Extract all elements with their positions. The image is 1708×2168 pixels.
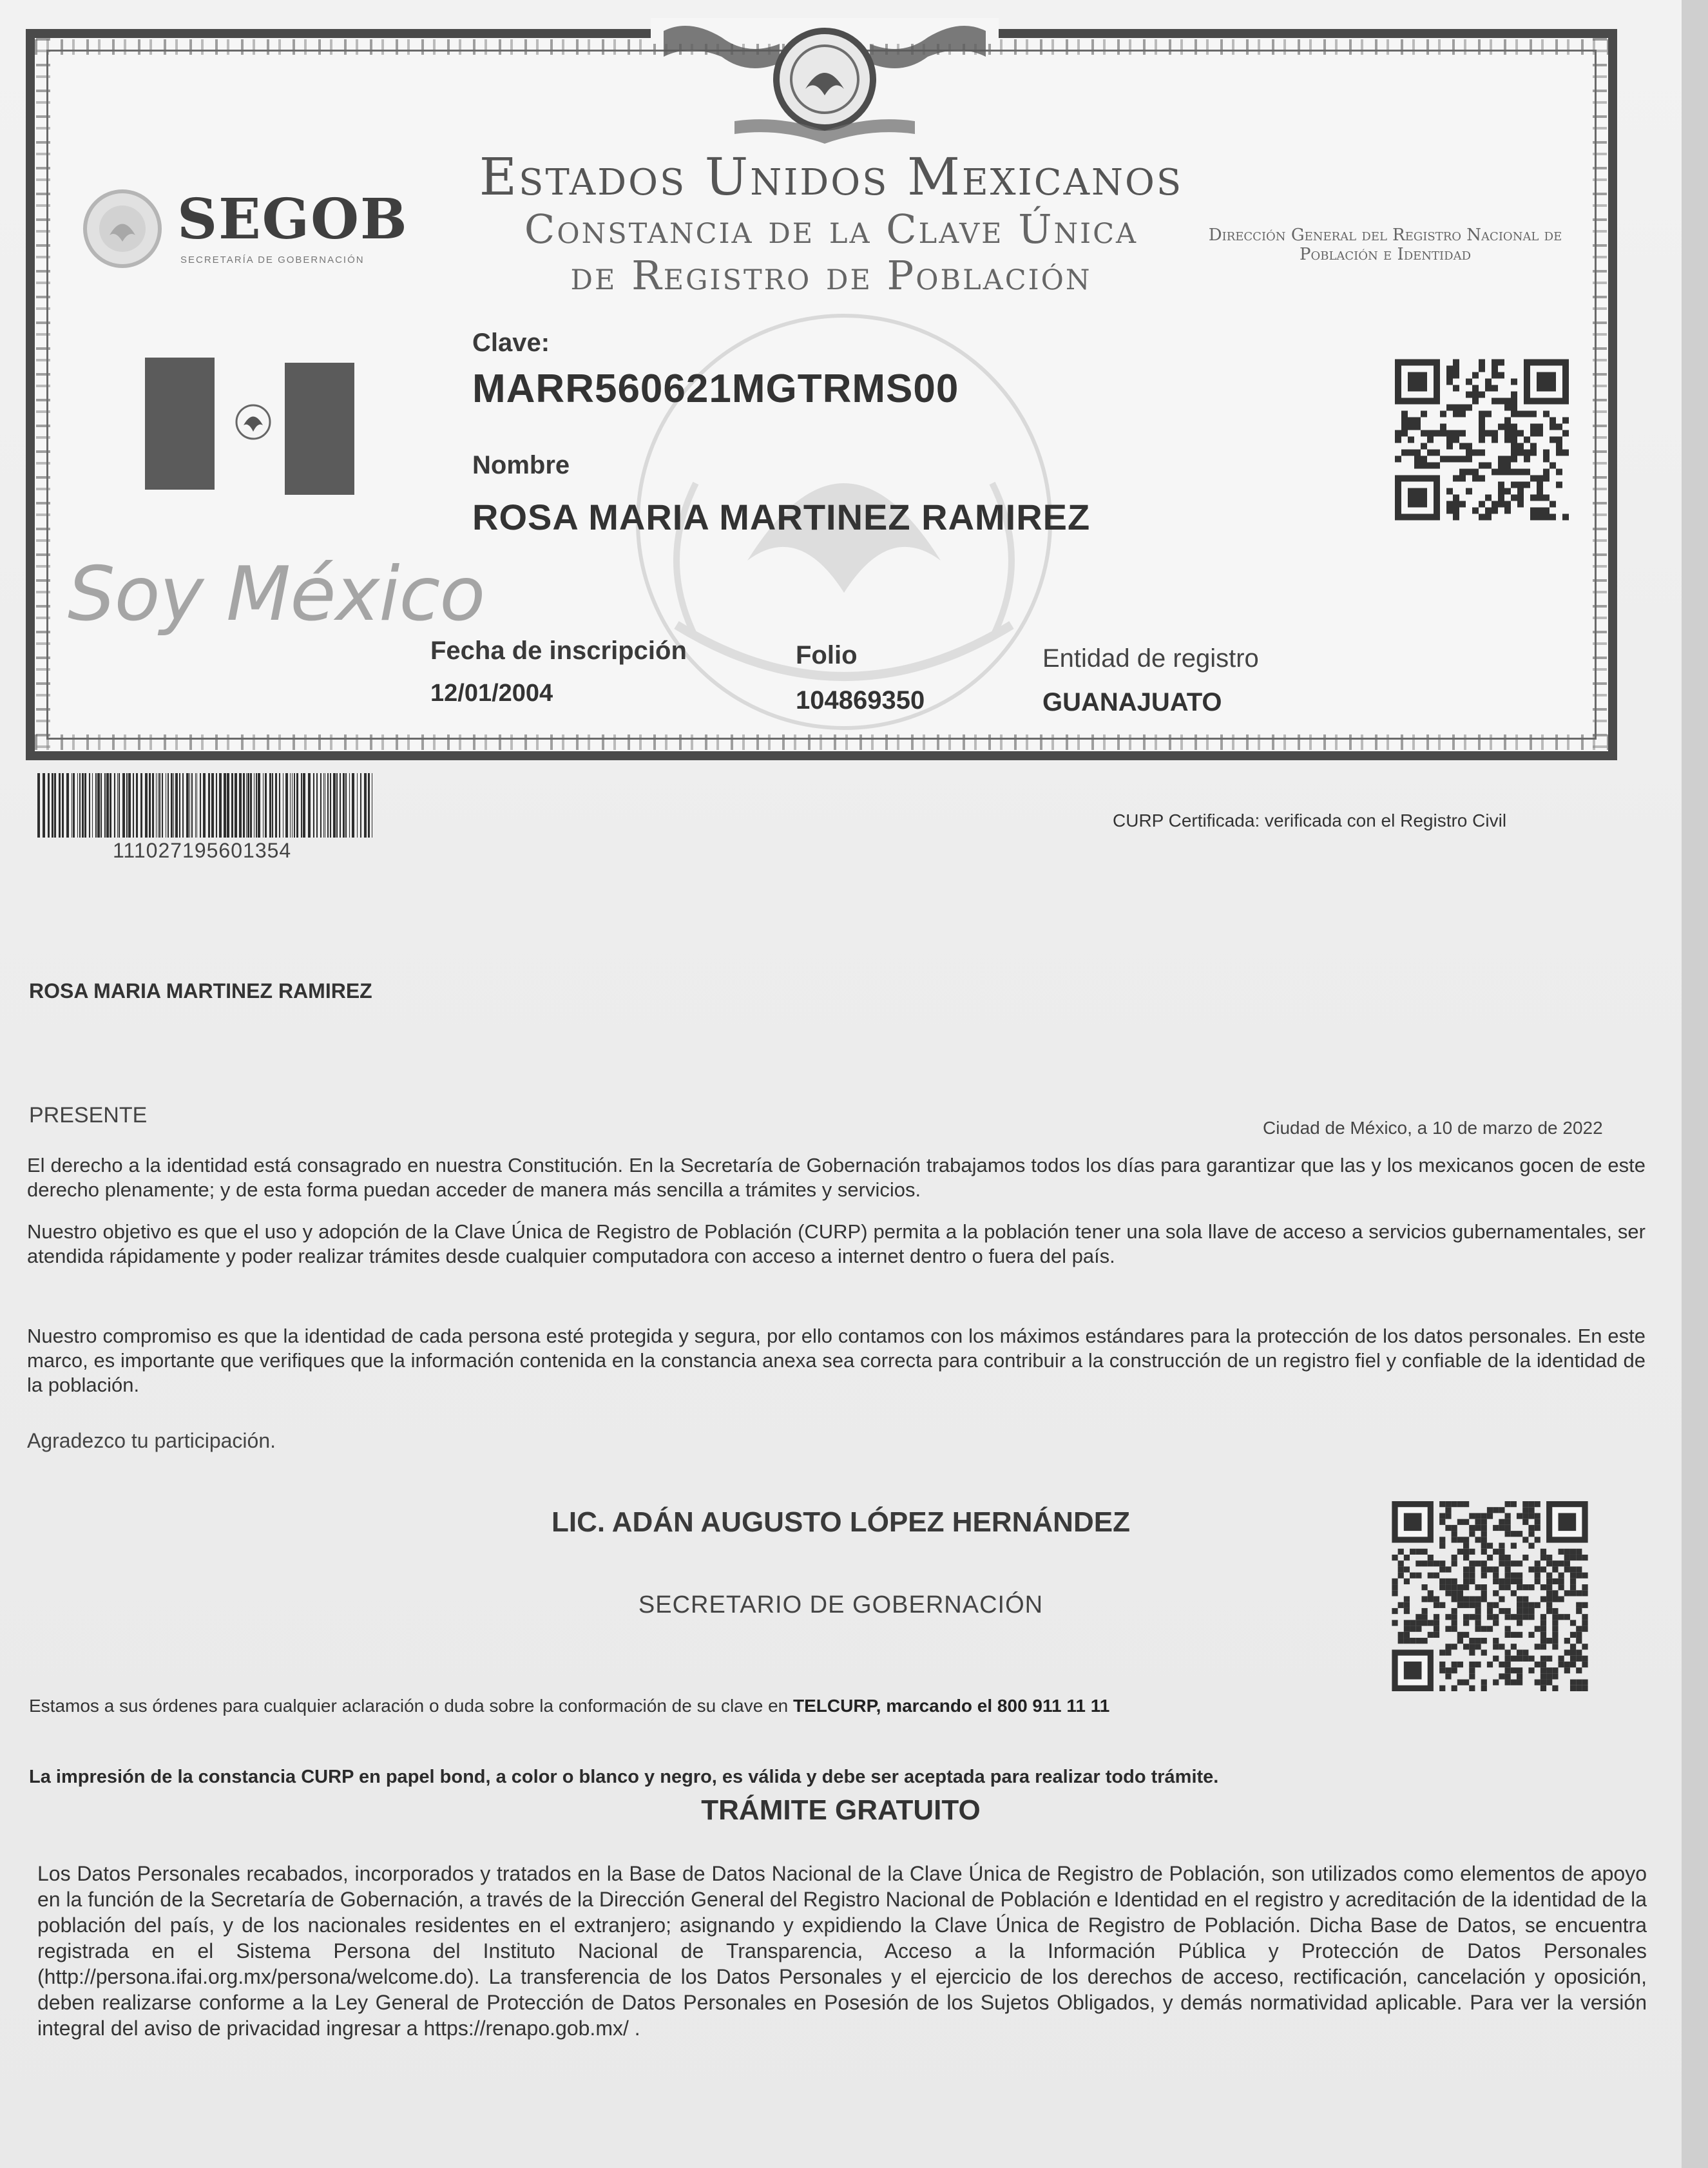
entidad-registro-label: Entidad de registro bbox=[1042, 644, 1259, 673]
national-eagle-seal-icon bbox=[651, 18, 999, 147]
nombre-label: Nombre bbox=[472, 451, 570, 479]
nombre-value: ROSA MARIA MARTINEZ RAMIREZ bbox=[472, 497, 1091, 537]
telcurp-phone: TELCURP, marcando el 800 911 11 11 bbox=[793, 1696, 1110, 1716]
segob-subtitle: SECRETARÍA DE GOBERNACIÓN bbox=[180, 254, 365, 265]
mexican-flag-icon bbox=[145, 358, 354, 493]
privacy-notice: Los Datos Personales recabados, incorporados y tratados en la Base de Datos Nacional de la Clave Única de Registro de Población, son utilizados como elementos de apoyo en la función de la Secretaría de Gobernación, a través de la Dirección General del Registro Nacional de Población e Identidad en el registro y acreditación de la identidad de la población del país, y de los nacionales residentes en el extranjero; asignando y expidiendo la Clave Única de Registro de Población. Dicha Base de Datos, se encuentra registrada en el Sistema Persona del Instituto Nacional de Transparencia, Acceso a la Información Pública y Protección de Datos Personales (http://persona.ifai.org.mx/persona/welcome.do). La transferencia de los Datos Personales y el ejercicio de los derechos de acceso, rectificación, cancelación y oposición, deben realizarse conforme a la Ley General de Protección de Datos Personales en Posesión de los Sujetos Obligados, y demás normatividad aplicable. Para ver la versión integral del aviso de privacidad ingresar a https://renapo.gob.mx/ . bbox=[37, 1862, 1647, 2040]
folio-label: Folio bbox=[796, 641, 858, 669]
signer-title: SECRETARIO DE GOBERNACIÓN bbox=[638, 1591, 1044, 1618]
flag-right-band bbox=[285, 363, 354, 495]
letter-addressee: ROSA MARIA MARTINEZ RAMIREZ bbox=[29, 979, 372, 1002]
segob-wordmark: SEGOB bbox=[177, 187, 408, 252]
flag-emblem-icon bbox=[227, 396, 279, 448]
letter-closing: Agradezco tu participación. bbox=[27, 1429, 276, 1452]
letter-paragraph-3: Nuestro compromiso es que la identidad de cada persona esté protegida y segura, por ello contamos con los máximos estándares para la protección de los datos personales. En este marco, es importante que verifiques que la información contenida en la constancia anexa sea correcta para contribuir a la construcción de un registro fiel y confiable de la identidad de la población. bbox=[27, 1325, 1646, 1396]
letter-paragraph-2: Nuestro objetivo es que el uso y adopción de la Clave Única de Registro de Población (CURP) permita a la población tener una sola llave de acceso a servicios gubernamentales, ser atendida rápidamente y poder realizar trámites desde cualquier computadora con acceso a internet dentro o fuera del país. bbox=[27, 1220, 1646, 1267]
qr-code-signature-icon[interactable] bbox=[1392, 1501, 1588, 1691]
folio-value: 104869350 bbox=[796, 686, 925, 715]
document-title-line-1: Constancia de la Clave Única bbox=[524, 206, 1138, 253]
clave-label: Clave: bbox=[472, 329, 550, 357]
document-title-line-2: de Registro de Población bbox=[570, 252, 1092, 299]
country-title: Estados Unidos Mexicanos bbox=[479, 147, 1184, 207]
flag-left-band bbox=[145, 358, 215, 490]
fecha-inscripcion-label: Fecha de inscripción bbox=[430, 637, 687, 665]
page-edge-shadow bbox=[1682, 0, 1708, 2168]
certificate-title bbox=[425, 148, 1237, 299]
letter-place-date: Ciudad de México, a 10 de marzo de 2022 bbox=[1263, 1118, 1603, 1138]
tramite-gratuito-heading: TRÁMITE GRATUITO bbox=[701, 1794, 981, 1826]
telcurp-prefix: Estamos a sus órdenes para cualquier aclaración o duda sobre la conformación de su clave en bbox=[29, 1696, 794, 1716]
barcode-icon bbox=[37, 773, 376, 838]
curp-certified-note: CURP Certificada: verificada con el Registro Civil bbox=[1113, 811, 1507, 830]
fecha-inscripcion-value: 12/01/2004 bbox=[430, 680, 553, 707]
segob-logo bbox=[81, 180, 441, 277]
letter-presente: PRESENTE bbox=[29, 1103, 148, 1127]
signer-name: LIC. ADÁN AUGUSTO LÓPEZ HERNÁNDEZ bbox=[552, 1506, 1130, 1538]
qr-code-icon[interactable] bbox=[1395, 358, 1569, 522]
barcode-number: 111027195601354 bbox=[113, 839, 292, 862]
clave-value: MARR560621MGTRMS00 bbox=[472, 367, 959, 411]
printing-validity-notice: La impresión de la constancia CURP en papel bond, a color o blanco y negro, es válida y debe ser aceptada para realizar todo trámite. bbox=[29, 1767, 1219, 1787]
letter-paragraph-1: El derecho a la identidad está consagrado en nuestra Constitución. En la Secretaría de Gobernación trabajamos todos los días para garantizar que las y los mexicanos gocen de este derecho plenamente; y de esta forma puedan acceder de manera más sencilla a trámites y servicios. bbox=[27, 1154, 1646, 1201]
segob-seal-icon bbox=[81, 187, 164, 271]
entidad-registro-value: GUANAJUATO bbox=[1042, 688, 1222, 716]
slogan-text: Soy México bbox=[68, 551, 485, 638]
issuing-directorate: Dirección General del Registro Nacional de Población e Identidad bbox=[1208, 225, 1562, 264]
telcurp-notice bbox=[29, 1696, 1109, 1716]
